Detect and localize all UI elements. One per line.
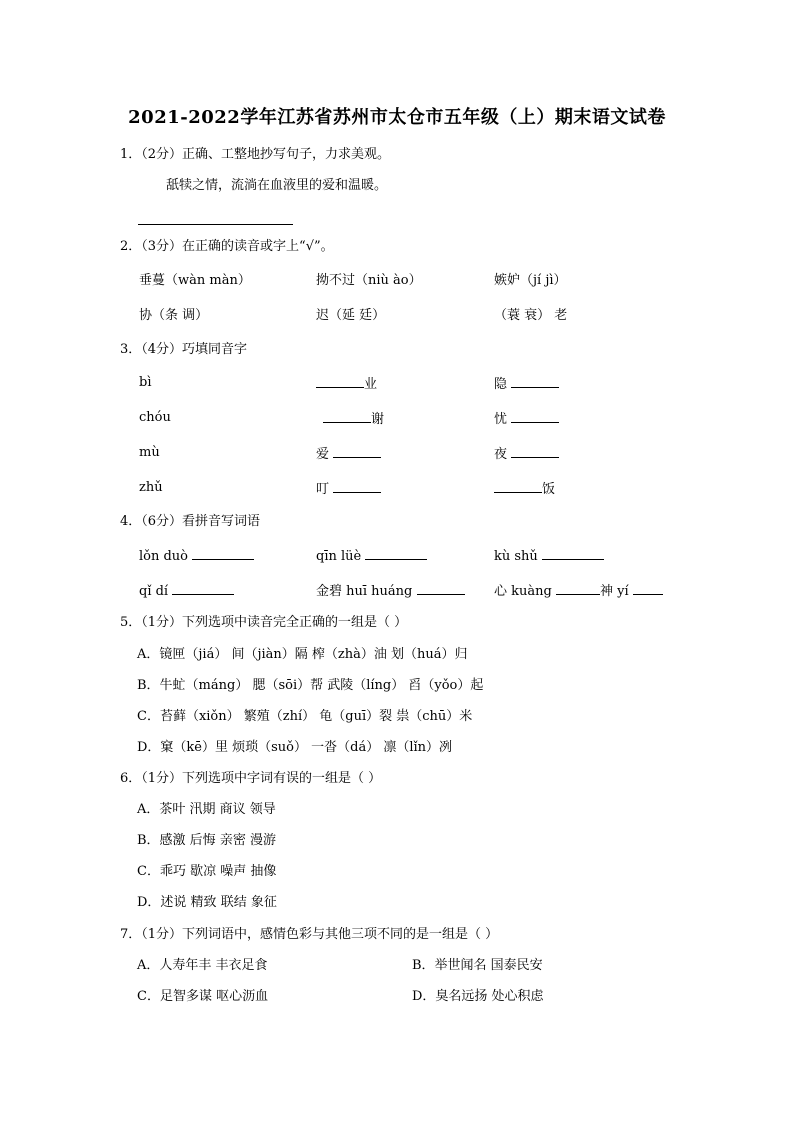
q2-item: 拗不过（niù ào） bbox=[316, 273, 422, 288]
q3-fill bbox=[494, 445, 559, 463]
q2-item: （蓑 衰） 老 bbox=[494, 308, 568, 323]
q3-char: 夜 bbox=[494, 447, 508, 462]
q4-item bbox=[494, 582, 663, 600]
q4-pinyin: kù shǔ bbox=[494, 549, 538, 564]
q4-pinyin: 神 yí bbox=[599, 584, 629, 599]
check-mark-icon: √ bbox=[305, 239, 314, 254]
q3-fill bbox=[494, 480, 555, 498]
q3-fill bbox=[316, 480, 381, 498]
q4-pinyin: 心 kuàng bbox=[494, 584, 552, 599]
q3-char: 叮 bbox=[316, 482, 330, 497]
q4-item bbox=[139, 547, 254, 565]
q2-stem-pre: 2．（3分）在正确的读音或字上“ bbox=[120, 239, 306, 254]
q3-pinyin: bì bbox=[139, 375, 152, 390]
q6-option-a: A．茶叶 汛期 商议 领导 bbox=[137, 802, 276, 817]
q5-stem: 5．（1分）下列选项中读音完全正确的一组是（ ） bbox=[120, 615, 408, 630]
q3-char: 隐 bbox=[494, 377, 508, 392]
q4-pinyin: qīn lüè bbox=[316, 549, 362, 564]
q3-fill bbox=[494, 410, 559, 428]
q4-item bbox=[139, 582, 234, 600]
q7-option-d: D．臭名远扬 处心积虑 bbox=[412, 989, 544, 1004]
q3-pinyin: zhǔ bbox=[139, 480, 163, 495]
q6-stem: 6．（1分）下列选项中字词有误的一组是（ ） bbox=[120, 771, 382, 786]
q7-stem: 7．（1分）下列词语中，感情色彩与其他三项不同的是一组是（ ） bbox=[120, 927, 499, 942]
q4-pinyin: lǒn duò bbox=[139, 549, 189, 564]
q4-item bbox=[316, 582, 465, 600]
q6-option-c: C．乖巧 歇凉 噪声 抽像 bbox=[137, 864, 277, 879]
q3-fill bbox=[316, 445, 381, 463]
exam-title: 2021-2022学年江苏省苏州市太仓市五年级（上）期末语文试卷 bbox=[128, 107, 666, 128]
q3-char: 谢 bbox=[371, 412, 385, 427]
q3-pinyin: mù bbox=[139, 445, 160, 460]
q2-item: 垂蔓（wàn màn） bbox=[139, 273, 251, 288]
q3-fill bbox=[323, 410, 384, 428]
q5-option-d: D．窠（kē）里 烦琐（suǒ） 一沓（dá） 凛（lǐn）冽 bbox=[137, 740, 453, 755]
q3-char: 饭 bbox=[542, 482, 556, 497]
q2-stem bbox=[120, 239, 334, 255]
q3-pinyin: chóu bbox=[139, 410, 171, 425]
q1-answer-line bbox=[138, 212, 293, 230]
q4-item bbox=[494, 547, 604, 565]
q4-pinyin: qǐ dí bbox=[139, 584, 169, 599]
q5-option-a: A．镜匣（jiá） 间（jiàn）隔 榨（zhà）油 划（huá）归 bbox=[137, 647, 468, 662]
q4-item bbox=[316, 547, 427, 565]
q2-stem-post: ”。 bbox=[314, 239, 334, 254]
q5-option-c: C．苔藓（xiǒn） 繁殖（zhí） 龟（guī）裂 祟（chū）米 bbox=[137, 709, 473, 724]
q3-stem: 3．（4分）巧填同音字 bbox=[120, 342, 248, 357]
q2-item: 协（条 调） bbox=[139, 308, 209, 323]
q7-option-a: A．人寿年丰 丰衣足食 bbox=[137, 958, 268, 973]
q7-option-b: B．举世闻名 国泰民安 bbox=[412, 958, 543, 973]
q1-stem: 1．（2分）正确、工整地抄写句子，力求美观。 bbox=[120, 147, 391, 162]
q5-option-b: B．牛虻（máng） 腮（sōi）帮 武陵（líng） 舀（yǒo）起 bbox=[137, 678, 484, 693]
q4-pinyin: 金碧 huī huáng bbox=[316, 584, 413, 599]
q3-fill bbox=[316, 375, 377, 393]
q7-option-c: C．足智多谋 呕心沥血 bbox=[137, 989, 269, 1004]
q6-option-d: D．述说 精致 联结 象征 bbox=[137, 895, 277, 910]
q1-sentence: 舐犊之情，流淌在血液里的爱和温暖。 bbox=[166, 178, 388, 193]
q4-stem: 4．（6分）看拼音写词语 bbox=[120, 514, 261, 529]
q3-fill bbox=[494, 375, 559, 393]
q2-item: 迟（延 廷） bbox=[316, 308, 386, 323]
q3-char: 爱 bbox=[316, 447, 330, 462]
q3-char: 业 bbox=[364, 377, 378, 392]
q6-option-b: B．感激 后悔 亲密 漫游 bbox=[137, 833, 276, 848]
q3-char: 忧 bbox=[494, 412, 508, 427]
q2-item: 嫉妒（jí jì） bbox=[494, 273, 567, 288]
